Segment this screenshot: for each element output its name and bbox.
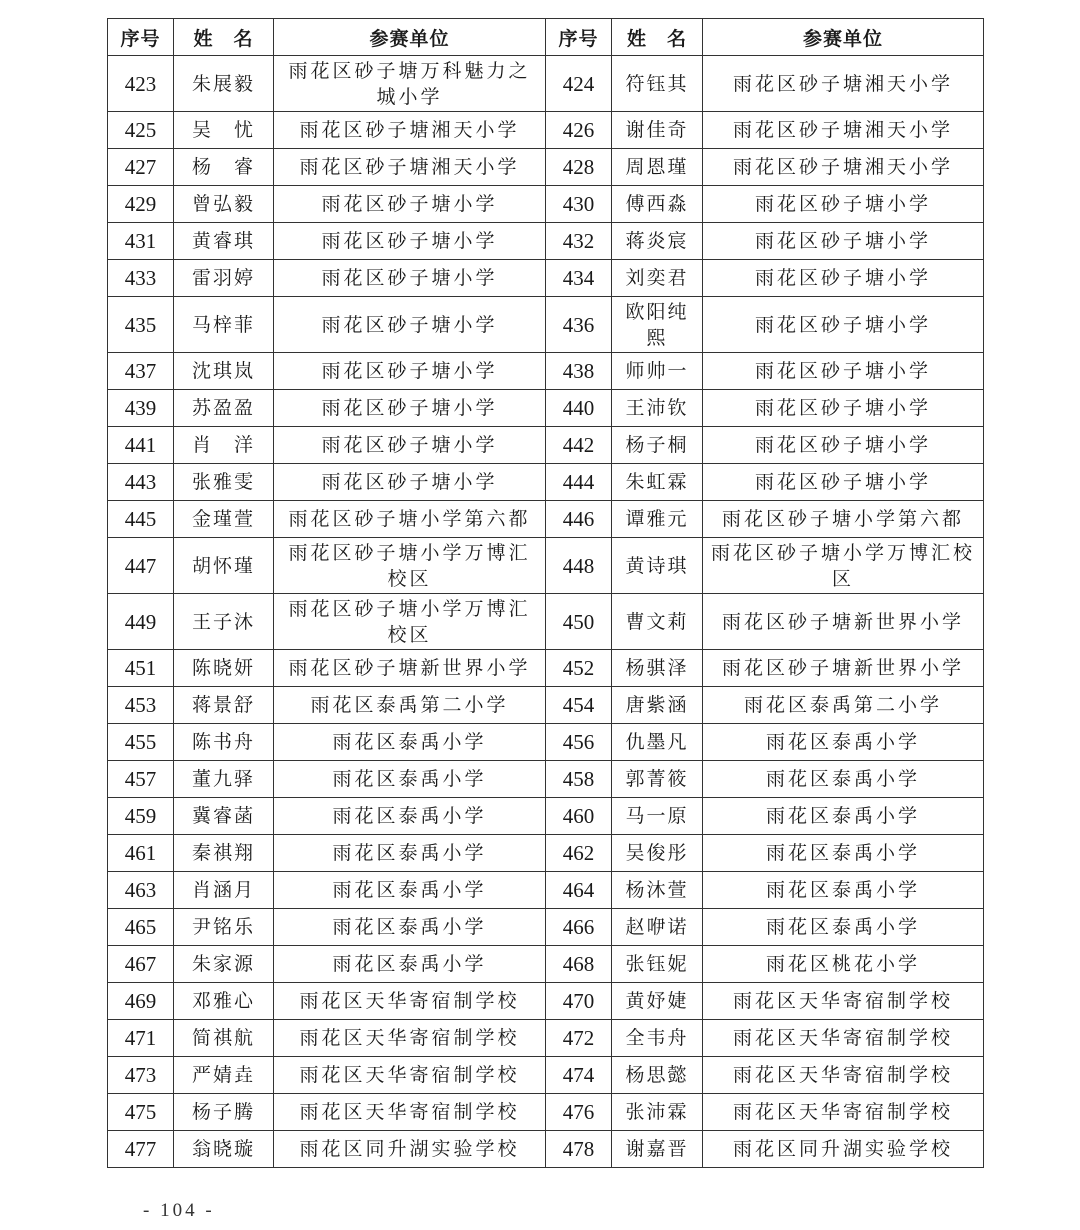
table-row [108,353,984,390]
participant-name-cell: 谢嘉晋 [612,1131,703,1168]
serial-number-cell: 458 [546,761,612,798]
participating-unit-cell: 雨花区砂子塘小学 [274,390,546,427]
table-row [108,983,984,1020]
participating-unit-cell: 雨花区泰禹小学 [274,798,546,835]
participant-name-cell: 杨子腾 [174,1094,274,1131]
serial-number-cell: 460 [546,798,612,835]
participant-table [107,18,984,1168]
participating-unit-cell: 雨花区砂子塘小学万博汇校区 [274,594,546,650]
table-row [108,724,984,761]
participating-unit-cell: 雨花区天华寄宿制学校 [274,1094,546,1131]
serial-number-cell: 478 [546,1131,612,1168]
participating-unit-cell: 雨花区泰禹小学 [274,724,546,761]
participating-unit-cell: 雨花区泰禹小学 [703,835,984,872]
header-unit-right: 参赛单位 [703,19,984,56]
participating-unit-cell: 雨花区泰禹小学 [274,946,546,983]
serial-number-cell: 438 [546,353,612,390]
participating-unit-cell: 雨花区泰禹小学 [703,872,984,909]
participant-name-cell: 雷羽婷 [174,260,274,297]
serial-number-cell: 424 [546,56,612,112]
serial-number-cell: 429 [108,186,174,223]
serial-number-cell: 436 [546,297,612,353]
participant-name-cell: 肖涵月 [174,872,274,909]
participant-name-cell: 陈书舟 [174,724,274,761]
participating-unit-cell: 雨花区砂子塘小学 [703,353,984,390]
serial-number-cell: 469 [108,983,174,1020]
table-row [108,186,984,223]
page-number: - 104 - [143,1200,215,1221]
serial-number-cell: 475 [108,1094,174,1131]
participating-unit-cell: 雨花区砂子塘小学第六都 [703,501,984,538]
participating-unit-cell: 雨花区砂子塘小学 [703,390,984,427]
participant-name-cell: 周恩瑾 [612,149,703,186]
table-row [108,260,984,297]
participating-unit-cell: 雨花区天华寄宿制学校 [274,1057,546,1094]
participant-name-cell: 傅西淼 [612,186,703,223]
table-row [108,687,984,724]
serial-number-cell: 448 [546,538,612,594]
participating-unit-cell: 雨花区砂子塘小学 [274,186,546,223]
participating-unit-cell: 雨花区砂子塘湘天小学 [703,149,984,186]
serial-number-cell: 441 [108,427,174,464]
participant-name-cell: 王沛钦 [612,390,703,427]
serial-number-cell: 474 [546,1057,612,1094]
participant-name-cell: 肖 洋 [174,427,274,464]
table-row [108,761,984,798]
participating-unit-cell: 雨花区泰禹小学 [274,761,546,798]
participating-unit-cell: 雨花区泰禹小学 [274,909,546,946]
serial-number-cell: 468 [546,946,612,983]
participant-name-cell: 简祺航 [174,1020,274,1057]
serial-number-cell: 453 [108,687,174,724]
serial-number-cell: 428 [546,149,612,186]
participating-unit-cell: 雨花区砂子塘小学 [274,297,546,353]
serial-number-cell: 426 [546,112,612,149]
participating-unit-cell: 雨花区泰禹小学 [703,798,984,835]
participating-unit-cell: 雨花区砂子塘湘天小学 [274,149,546,186]
participating-unit-cell: 雨花区泰禹小学 [274,872,546,909]
serial-number-cell: 456 [546,724,612,761]
participating-unit-cell: 雨花区砂子塘小学 [703,464,984,501]
serial-number-cell: 451 [108,650,174,687]
participant-name-cell: 金瑾萱 [174,501,274,538]
serial-number-cell: 442 [546,427,612,464]
serial-number-cell: 431 [108,223,174,260]
participating-unit-cell: 雨花区砂子塘小学 [274,223,546,260]
table-row [108,427,984,464]
serial-number-cell: 459 [108,798,174,835]
table-row [108,297,984,353]
participant-name-cell: 杨子桐 [612,427,703,464]
participating-unit-cell: 雨花区砂子塘小学万博汇校区 [703,538,984,594]
header-name-left: 姓 名 [174,19,274,56]
table-row [108,390,984,427]
participating-unit-cell: 雨花区砂子塘湘天小学 [703,56,984,112]
serial-number-cell: 467 [108,946,174,983]
serial-number-cell: 433 [108,260,174,297]
participant-name-cell: 郭菁筱 [612,761,703,798]
table-header-row [108,19,984,56]
table-row [108,223,984,260]
participant-name-cell: 符钰其 [612,56,703,112]
serial-number-cell: 443 [108,464,174,501]
participating-unit-cell: 雨花区砂子塘小学 [703,186,984,223]
table-row [108,650,984,687]
serial-number-cell: 444 [546,464,612,501]
participant-name-cell: 邓雅心 [174,983,274,1020]
participant-name-cell: 杨骐泽 [612,650,703,687]
participating-unit-cell: 雨花区砂子塘新世界小学 [274,650,546,687]
participant-name-cell: 谭雅元 [612,501,703,538]
serial-number-cell: 463 [108,872,174,909]
participant-name-cell: 严婧垚 [174,1057,274,1094]
table-row [108,1057,984,1094]
participating-unit-cell: 雨花区泰禹小学 [703,761,984,798]
serial-number-cell: 430 [546,186,612,223]
participating-unit-cell: 雨花区砂子塘小学 [703,427,984,464]
header-serial-left: 序号 [108,19,174,56]
participant-name-cell: 冀睿菡 [174,798,274,835]
participant-name-cell: 尹铭乐 [174,909,274,946]
participant-name-cell: 吴 忧 [174,112,274,149]
serial-number-cell: 473 [108,1057,174,1094]
table-row [108,1020,984,1057]
participating-unit-cell: 雨花区砂子塘湘天小学 [703,112,984,149]
participating-unit-cell: 雨花区砂子塘新世界小学 [703,650,984,687]
participant-name-cell: 蒋炎宸 [612,223,703,260]
participant-name-cell: 王子沐 [174,594,274,650]
serial-number-cell: 476 [546,1094,612,1131]
participant-name-cell: 刘奕君 [612,260,703,297]
table-row [108,501,984,538]
participant-name-cell: 曹文莉 [612,594,703,650]
serial-number-cell: 466 [546,909,612,946]
participant-name-cell: 唐紫涵 [612,687,703,724]
participant-name-cell: 黄睿琪 [174,223,274,260]
participant-name-cell: 朱展毅 [174,56,274,112]
table-row [108,112,984,149]
participant-name-cell: 张沛霖 [612,1094,703,1131]
table-row [108,946,984,983]
participant-name-cell: 朱虹霖 [612,464,703,501]
participant-name-cell: 朱家源 [174,946,274,983]
participating-unit-cell: 雨花区砂子塘小学 [274,353,546,390]
participating-unit-cell: 雨花区天华寄宿制学校 [274,983,546,1020]
serial-number-cell: 440 [546,390,612,427]
serial-number-cell: 464 [546,872,612,909]
table-row [108,538,984,594]
participant-name-cell: 全韦舟 [612,1020,703,1057]
participating-unit-cell: 雨花区桃花小学 [703,946,984,983]
participating-unit-cell: 雨花区天华寄宿制学校 [703,1094,984,1131]
serial-number-cell: 437 [108,353,174,390]
participating-unit-cell: 雨花区砂子塘湘天小学 [274,112,546,149]
participant-name-cell: 杨思懿 [612,1057,703,1094]
participating-unit-cell: 雨花区泰禹小学 [703,724,984,761]
serial-number-cell: 472 [546,1020,612,1057]
participating-unit-cell: 雨花区同升湖实验学校 [274,1131,546,1168]
header-unit-left: 参赛单位 [274,19,546,56]
participant-name-cell: 杨沐萱 [612,872,703,909]
serial-number-cell: 445 [108,501,174,538]
participant-name-cell: 翁晓璇 [174,1131,274,1168]
serial-number-cell: 425 [108,112,174,149]
serial-number-cell: 477 [108,1131,174,1168]
participant-name-cell: 仇墨凡 [612,724,703,761]
serial-number-cell: 457 [108,761,174,798]
table-row [108,464,984,501]
serial-number-cell: 423 [108,56,174,112]
participant-name-cell: 董九驿 [174,761,274,798]
header-serial-right: 序号 [546,19,612,56]
serial-number-cell: 446 [546,501,612,538]
table-row [108,1131,984,1168]
participating-unit-cell: 雨花区泰禹小学 [274,835,546,872]
participating-unit-cell: 雨花区天华寄宿制学校 [703,1020,984,1057]
serial-number-cell: 455 [108,724,174,761]
participating-unit-cell: 雨花区泰禹小学 [703,909,984,946]
participant-name-cell: 吴俊彤 [612,835,703,872]
serial-number-cell: 452 [546,650,612,687]
participating-unit-cell: 雨花区砂子塘小学 [274,260,546,297]
participant-name-cell: 马一原 [612,798,703,835]
participating-unit-cell: 雨花区同升湖实验学校 [703,1131,984,1168]
participating-unit-cell: 雨花区砂子塘小学第六都 [274,501,546,538]
table-row [108,1094,984,1131]
participating-unit-cell: 雨花区砂子塘小学万博汇校区 [274,538,546,594]
participating-unit-cell: 雨花区泰禹第二小学 [703,687,984,724]
participant-name-cell: 张钰妮 [612,946,703,983]
participant-name-cell: 马梓菲 [174,297,274,353]
participating-unit-cell: 雨花区天华寄宿制学校 [703,983,984,1020]
participating-unit-cell: 雨花区砂子塘小学 [274,427,546,464]
participating-unit-cell: 雨花区砂子塘小学 [703,223,984,260]
participant-name-cell: 蒋景舒 [174,687,274,724]
participant-name-cell: 赵咿诺 [612,909,703,946]
serial-number-cell: 450 [546,594,612,650]
participant-name-cell: 陈晓妍 [174,650,274,687]
header-name-right: 姓 名 [612,19,703,56]
serial-number-cell: 471 [108,1020,174,1057]
serial-number-cell: 470 [546,983,612,1020]
table-row [108,909,984,946]
participant-name-cell: 师帅一 [612,353,703,390]
participant-name-cell: 沈琪岚 [174,353,274,390]
serial-number-cell: 465 [108,909,174,946]
participant-name-cell: 苏盈盈 [174,390,274,427]
table-row [108,835,984,872]
serial-number-cell: 435 [108,297,174,353]
participating-unit-cell: 雨花区天华寄宿制学校 [703,1057,984,1094]
participant-name-cell: 谢佳奇 [612,112,703,149]
participant-name-cell: 张雅雯 [174,464,274,501]
serial-number-cell: 454 [546,687,612,724]
participant-name-cell: 杨 睿 [174,149,274,186]
participant-name-cell: 胡怀瑾 [174,538,274,594]
participating-unit-cell: 雨花区天华寄宿制学校 [274,1020,546,1057]
participant-name-cell: 秦祺翔 [174,835,274,872]
participating-unit-cell: 雨花区砂子塘小学 [703,260,984,297]
table-row [108,594,984,650]
participant-name-cell: 曾弘毅 [174,186,274,223]
participating-unit-cell: 雨花区泰禹第二小学 [274,687,546,724]
participant-name-cell: 黄妤婕 [612,983,703,1020]
participating-unit-cell: 雨花区砂子塘新世界小学 [703,594,984,650]
table-row [108,872,984,909]
serial-number-cell: 439 [108,390,174,427]
table-row [108,56,984,112]
table-row [108,798,984,835]
participant-name-cell: 黄诗琪 [612,538,703,594]
participating-unit-cell: 雨花区砂子塘小学 [703,297,984,353]
serial-number-cell: 432 [546,223,612,260]
participant-name-cell: 欧阳纯熙 [612,297,703,353]
serial-number-cell: 427 [108,149,174,186]
serial-number-cell: 461 [108,835,174,872]
serial-number-cell: 449 [108,594,174,650]
serial-number-cell: 447 [108,538,174,594]
participating-unit-cell: 雨花区砂子塘万科魅力之城小学 [274,56,546,112]
participating-unit-cell: 雨花区砂子塘小学 [274,464,546,501]
serial-number-cell: 434 [546,260,612,297]
table-row [108,149,984,186]
serial-number-cell: 462 [546,835,612,872]
